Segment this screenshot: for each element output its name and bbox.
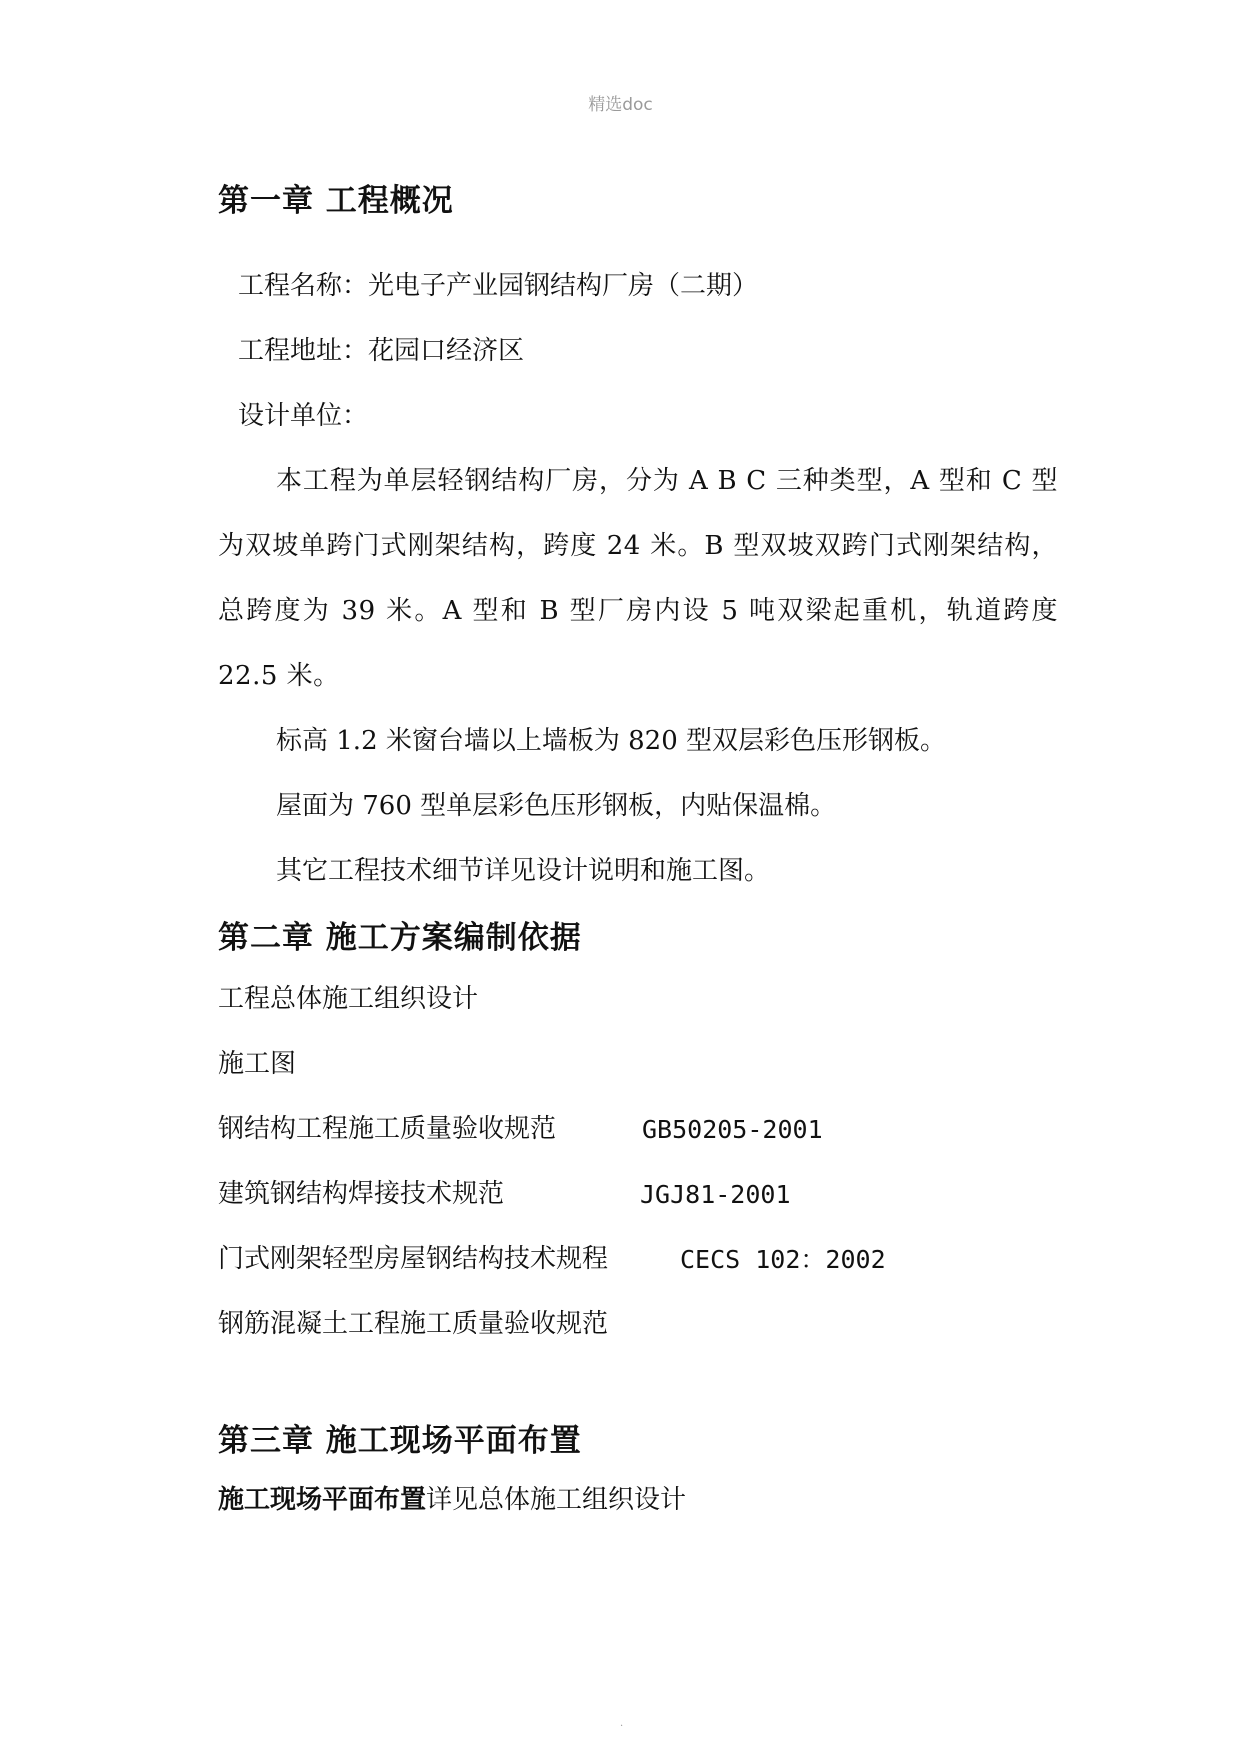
chapter-3-title: 第三章 施工现场平面布置 [218,1423,582,1459]
wall-spec: 标高 1.2 米窗台墙以上墙板为 820 型双层彩色压形钢板。 [276,726,947,756]
page-header: 精选doc [588,95,653,115]
project-address: 工程地址：花园口经济区 [238,336,525,366]
chapter-1-title: 第一章 工程概况 [218,183,454,219]
reference-item [218,1227,1058,1292]
project-name: 工程名称：光电子产业园钢结构厂房（二期） [238,271,759,301]
reference-code: CECS 102：2002 [680,1245,886,1274]
reference-list [218,967,1058,1357]
reference-name: 钢筋混凝土工程施工质量验收规范 [218,1309,609,1339]
reference-item [218,1032,1058,1097]
reference-code: JGJ81-2001 [640,1180,791,1209]
site-layout-heading: 施工现场平面布置 [218,1485,427,1515]
reference-name: 建筑钢结构焊接技术规范 [218,1179,505,1209]
project-description: 本工程为单层轻钢结构厂房，分为 A B C 三种类型，A 型和 C 型为双坡单跨门式刚架结构，跨度 24 米。B 型双坡双跨门式刚架结构，总跨度为 39 米。A 型和 B 型厂房内设 5 吨双梁起重机，轨道跨度 22.5 米。 [218,466,1058,691]
design-unit: 设计单位： [238,401,369,431]
reference-item [218,1292,1058,1357]
reference-item [218,967,1058,1032]
site-layout-text: 详见总体施工组织设计 [426,1485,687,1515]
reference-code: GB50205-2001 [642,1115,823,1144]
reference-item [218,1162,1058,1227]
roof-spec: 屋面为 760 型单层彩色压形钢板，内贴保温棉。 [276,791,837,821]
reference-item [218,1097,1058,1162]
other-details: 其它工程技术细节详见设计说明和施工图。 [276,856,771,886]
reference-name: 门式刚架轻型房屋钢结构技术规程 [218,1244,609,1274]
reference-name: 施工图 [218,1049,297,1079]
reference-name: 钢结构工程施工质量验收规范 [218,1114,557,1144]
reference-name: 工程总体施工组织设计 [218,984,479,1014]
footer-mark: . [620,1718,624,1729]
site-layout-line [218,1468,1058,1533]
document-body [218,175,1058,1533]
chapter-2-title: 第二章 施工方案编制依据 [218,920,582,956]
